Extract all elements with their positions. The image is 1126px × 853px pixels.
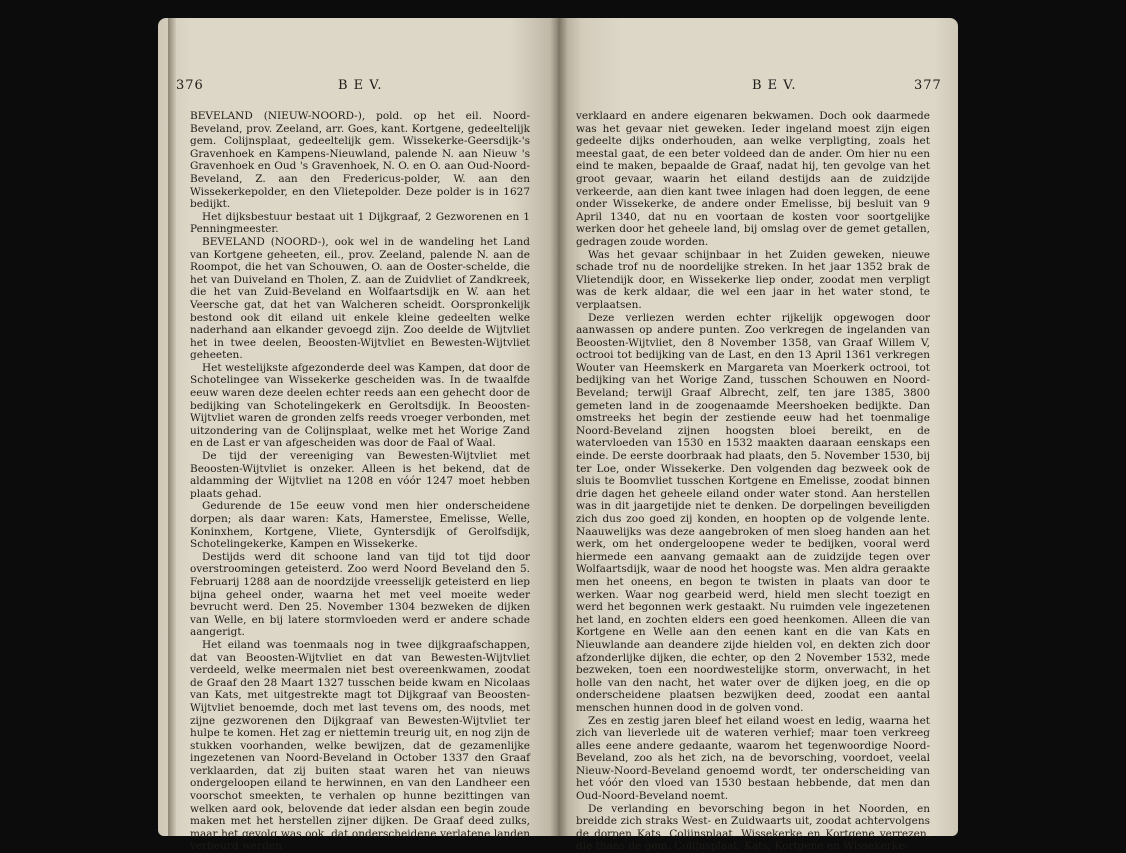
paragraph: BEVELAND (NOORD-), ook wel in de wandeling het Land van Kortgene geheeten, eil., prov. Zeeland, palende N. aan de Roompot, die het van Schouwen, O. aan de Ooster-schelde, die het van Duiveland en Tholen, Z. aan de Zuidvliet of Zandkreek, die het van Zuid-Beveland en Wolfaartsdijk en W. aan het Veersche gat, dat het van Walcheren scheidt. Oorspronkelijk bestond ook dit eiland uit enkele kleine gedeelten welke naderhand aan elkander gevoegd zijn. Zoo deelde de Wijtvliet het in twee deelen, Beoosten-Wijtvliet en Bewesten-Wijtvliet geheeten. bbox=[190, 235, 530, 362]
running-header: B E V. bbox=[752, 78, 797, 93]
paragraph: BEVELAND (NIEUW-NOORD-), pold. op het eil. Noord-Beveland, prov. Zeeland, arr. Goes, kant. Kortgene, gedeeltelijk gem. Colijnsplaat, gedeeltelijk gem. Wissekerke-Geersdijk-'s Gravenhoek en Kampens-Nieuwland, palende N. aan Nieuw 's Gravenhoek en Oud 's Gravenhoek, N. O. en O. aan Oud-Noord-Beveland, Z. aan den Fredericus-polder, W. aan den Wissekerkepolder, en den Vlietepolder. Deze polder is in 1627 bedijkt. bbox=[190, 110, 530, 211]
paragraph: Het westelijkste afgezonderde deel was Kampen, dat door de Schotelingee van Wissekerke gescheiden was. In de twaalfde eeuw waren deze deelen echter reeds aan een gehecht door de bedijking van Schotelingekerk en Geroltsdijk. In Beoosten-Wijtvliet waren de gronden zelfs reeds vroeger verbonden, met uitzondering van de Colijnsplaat, welke met het Worige Zand en de Last er van afgescheiden was door de Faal of Waal. bbox=[190, 361, 530, 450]
right-page bbox=[558, 18, 958, 853]
paragraph: De verlanding en bevorsching begon in het Noorden, en breidde zich straks West- en Zuidwaarts uit, zoodat achtervolgens de dorpen Kats, Colijnsplaat, Wissekerke en Kortgene verrezen, die thans de gem. Colijnsplaat, Kats, Kortgene en Wissekerke- bbox=[576, 802, 930, 853]
paragraph: Zes en zestig jaren bleef het eiland woest en ledig, waarna het zich van lieverlede uit de wateren verhief; maar toen verkreeg alles eene andere gedaante, waarom het tegenwoordige Noord-Beveland, zoo als het zich, na de bevorsching, voordoet, veelal Nieuw-Noord-Beveland genoemd wordt, ter onderscheiding van het vóór den vloed van 1530 bestaan hebbende, dat men dan Oud-Noord-Beveland noemt. bbox=[576, 714, 930, 803]
paragraph: Het dijksbestuur bestaat uit 1 Dijkgraaf, 2 Gezworenen en 1 Penningmeester. bbox=[190, 210, 530, 236]
right-page-text bbox=[576, 110, 930, 853]
paragraph: Destijds werd dit schoone land van tijd tot tijd door overstroomingen geteisterd. Zoo werd Noord Beveland den 5. Februarij 1288 aan de noordzijde vreesselijk geteisterd en liep bijna geheel onder, waarna het met veel moeite weder bevrucht werd. Den 25. November 1304 bezweken de dijken van Welle, en bij latere stormvloeden werd er andere schade aangerigt. bbox=[190, 550, 530, 639]
running-header: B E V. bbox=[338, 78, 383, 93]
paragraph: Deze verliezen werden echter rijkelijk opgewogen door aanwassen op andere punten. Zoo verkregen de ingelanden van Beoosten-Wijtvliet, den 8 November 1358, van Graaf Willem V, octrooi tot bedijking van de Last, en den 13 April 1361 verkregen Wouter van Heemskerk en Margareta van Moerkerk octrooi, tot bedijking van het Worige Zand, tusschen Schouwen en Noord-Beveland; terwijl Graaf Albrecht, zelf, ten jare 1385, 3800 gemeten land in de zoogenaamde Meershoeken bedijkte. Dan omstreeks het begin der zestiende eeuw had het toenmalige Noord-Beveland zijnen hoogsten bloei bereikt, en de watervloeden van 1530 en 1532 maakten daaraan eenskaps een einde. De eerste doorbraak had plaats, den 5. November 1530, bij ter Loe, onder Wissekerke. Den volgenden dag bezweek ook de sluis te Boomvliet tusschen Kortgene en Emelisse, zoodat binnen drie dagen het geheele eiland onder water stond. Aan herstellen was in dit jaargetijde niet te denken. De dorpelingen beveiligden zich dus zoo goed zij konden, en hoopten op de volgende lente. Naauwelijks was deze aangebroken of men sloeg handen aan het werk, om het ondergeloopene weder te bedijken, vooral werd hiermede een aanvang gemaakt aan de zuidzijde tegen over Wolfaartsdijk, waar de nood het hoogste was. Men aldra geraakte men het oneens, en begon te twisten in plaats van door te werken. Waar nog gearbeid werd, hield men slecht toezigt en werd het begonnen werk gestaakt. Nu ruimden vele ingezetenen het land, en zochten elders een goed heenkomen. Alleen die van Kortgene en Welle aan den eenen kant en die van Kats en Nieuwlande aan deandere zijde hielden vol, en dekten zich door afzonderlijke dijken, die echter, op den 2 November 1532, mede bezweken, toen een noordwestelijke storm, onverwacht, in het holle van den nacht, het water over de dijken joeg, en die op onderscheidene plaatsen bezwijken deed, zoodat een aantal menschen hunnen dood in de golven vond. bbox=[576, 311, 930, 714]
paragraph: Gedurende de 15e eeuw vond men hier onderscheidene dorpen; als daar waren: Kats, Hamerstee, Emelisse, Welle, Koninxhem, Kortgene, Vliete, Gyntersdijk of Gerolfsdijk, Schotelingekerke, Kampen en Wissekerke. bbox=[190, 500, 530, 551]
page-number: 376 bbox=[176, 78, 204, 93]
open-book bbox=[158, 18, 958, 853]
page-edge bbox=[168, 18, 176, 836]
paragraph: Was het gevaar schijnbaar in het Zuiden geweken, nieuwe schade trof nu de noordelijke streken. In het jaar 1352 brak de Vlietendijk door, en Wissekerke liep onder, zoodat men verpligt was de kerk aldaar, die wel een jaar in het water stond, te verplaatsen. bbox=[576, 248, 930, 311]
left-page-text bbox=[190, 110, 530, 853]
left-page bbox=[158, 18, 558, 853]
page-number: 377 bbox=[914, 78, 942, 93]
paragraph: De tijd der vereeniging van Bewesten-Wijtvliet met Beoosten-Wijtvliet is onzeker. Alleen is het bekend, dat de aldamming der Wijtvliet na 1208 en vóór 1247 moet hebben plaats gehad. bbox=[190, 450, 530, 500]
book-gutter bbox=[550, 18, 568, 836]
paragraph: Het eiland was toenmaals nog in twee dijkgraafschappen, dat van Beoosten-Wijtvliet en dat van Bewesten-Wijtvliet verdeeld, welke meermalen niet best overeenkwamen, zoodat de Graaf den 28 Maart 1327 tusschen beide kwam en Nicolaas van Kats, met uitgestrekte magt tot Dijkgraaf van Beoosten-Wijtvliet benoemde, doch met last tevens om, des noods, met zijne gezworenen den Dijkgraaf van Bewesten-Wijtvliet ter hulpe te komen. Het zag er niettemin treurig uit, en nog zijn de stukken voorhanden, welke bewijzen, dat de gezamenlijke ingezetenen van Noord-Beveland in October 1337 den Graaf verklaarden, dat zij buiten staat waren het van nieuws ondergeloopen eiland te herwinnen, en van den Landheer een voorschot smeekten, te verhalen op hunne bezittingen van welken aard ook, belovende dat ieder alsdan een begin zoude maken met het herstellen zijner dijken. De Graaf deed zulks, maar het gevolg was ook, dat onderscheidene verlatene landen verbeurd werden bbox=[190, 638, 530, 853]
paragraph: verklaard en andere eigenaren bekwamen. Doch ook daarmede was het gevaar niet geweken. Ieder ingeland moest zijn eigen gedeelte dijks onderhouden, aan welke verpligting, zoals het meestal gaat, de een beter voldeed dan de ander. Om hier nu een eind te maken, bepaalde de Graaf, nadat hij, ten gevolge van het groot gevaar, waarin het eiland destijds aan de zuidzijde verkeerde, aan dien kant twee inlagen had doen leggen, de eene onder Wissekerke, de andere onder Emelisse, bij besluit van 9 April 1340, dat nu en voortaan de kosten voor soortgelijke werken door het geheele land, bij omslag over de gemet getallen, gedragen zoude worden. bbox=[576, 110, 930, 248]
